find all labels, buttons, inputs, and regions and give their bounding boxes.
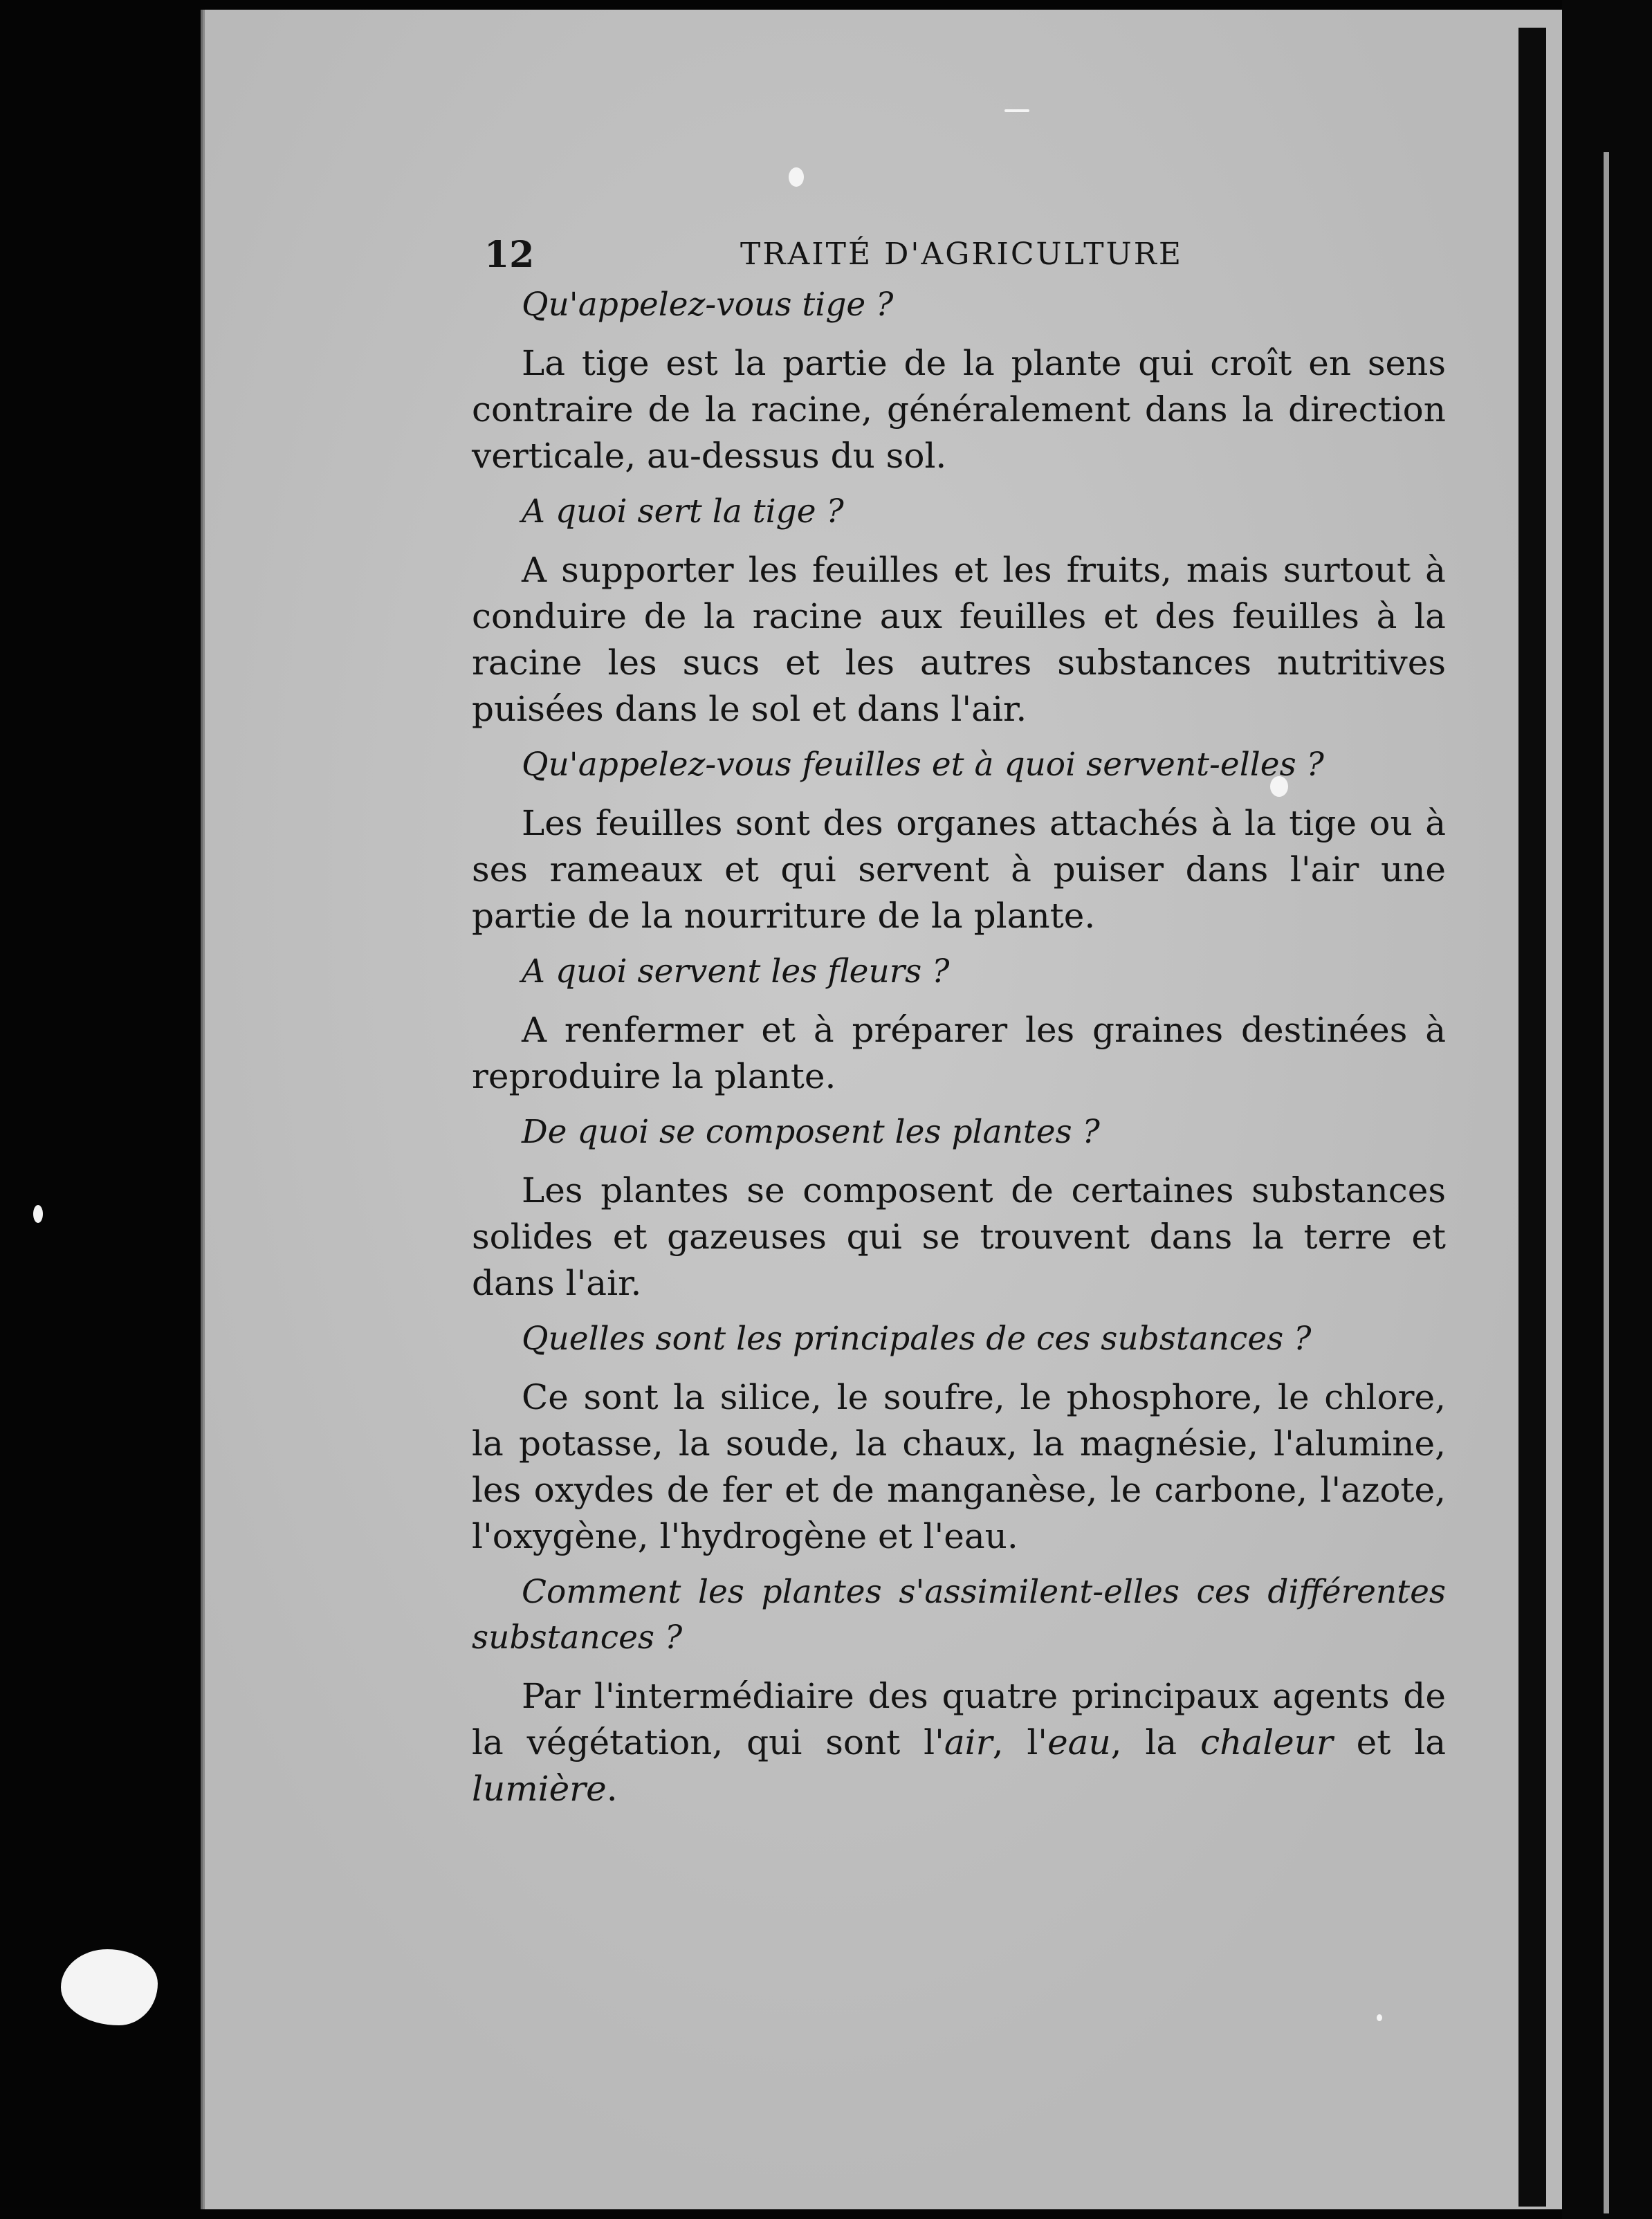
question: A quoi servent les fleurs ?	[522, 952, 950, 991]
question: De quoi se composent les plantes ?	[522, 1113, 1100, 1151]
answer: Les feuilles sont des organes attachés à la tige ou à ses rameaux et qui servent à puiser dans l'air une partie de la nourriture de la plante.	[472, 803, 1446, 936]
dust-speck	[1004, 109, 1029, 112]
question: A quoi sert la tige ?	[522, 492, 844, 531]
dust-speck	[789, 167, 804, 187]
question: Quelles sont les principales de ces substances ?	[522, 1320, 1312, 1358]
question: Qu'appelez-vous tige ?	[522, 286, 894, 324]
running-title: TRAITÉ D'AGRICULTURE	[740, 237, 1183, 272]
emphasis-lumiere: lumière	[472, 1769, 607, 1809]
film-blemish	[61, 1949, 158, 2025]
answer: Les plantes se composent de certaines substances solides et gazeuses qui se trouvent dans la terre et dans l'air.	[472, 1170, 1446, 1303]
answer: A supporter les feuilles et les fruits, mais surtout à conduire de la racine aux feuilles et des feuilles à la racine les sucs et les autres substances nutritives puisées dans le sol et dans l'air.	[472, 550, 1446, 729]
answer-lead: Par l'intermédiaire des quatre principaux agents de la végétation, qui sont l'	[472, 1676, 1446, 1762]
emphasis-chaleur: chaleur	[1200, 1722, 1333, 1762]
answer: Ce sont la silice, le soufre, le phosphore, le chlore, la potasse, la soude, la chaux, la magnésie, l'alumine, les oxydes de fer et de manganèse, le carbone, l'azote, l'oxygène, l'hydrogène et l'eau.	[472, 1377, 1446, 1556]
page-text	[472, 220, 1446, 1822]
emphasis-air: air	[944, 1722, 993, 1762]
page-number: 12	[484, 234, 535, 276]
answer-separator: , l'	[992, 1722, 1048, 1762]
answer-separator: et la	[1332, 1722, 1446, 1762]
question: Qu'appelez-vous feuilles et à quoi servent-elles ?	[522, 746, 1324, 784]
adjacent-page-edge	[1604, 152, 1609, 2213]
question: Comment les plantes s'assimilent-elles ces différentes substances ?	[472, 1573, 1446, 1657]
answer	[472, 1673, 1446, 1812]
answer: La tige est la partie de la plante qui croît en sens contraire de la racine, généralement dans la direction verticale, au-dessus du sol.	[472, 343, 1446, 476]
binding-shadow	[1518, 28, 1546, 2207]
running-head	[472, 220, 1446, 282]
dust-speck	[1377, 2014, 1382, 2021]
answer-separator: , la	[1110, 1722, 1201, 1762]
answer: A renfermer et à préparer les graines destinées à reproduire la plante.	[472, 1010, 1446, 1096]
emphasis-eau: eau	[1047, 1722, 1111, 1762]
page-edge-stack	[201, 10, 235, 2209]
dust-speck	[33, 1205, 43, 1223]
answer-end: .	[606, 1769, 618, 1809]
